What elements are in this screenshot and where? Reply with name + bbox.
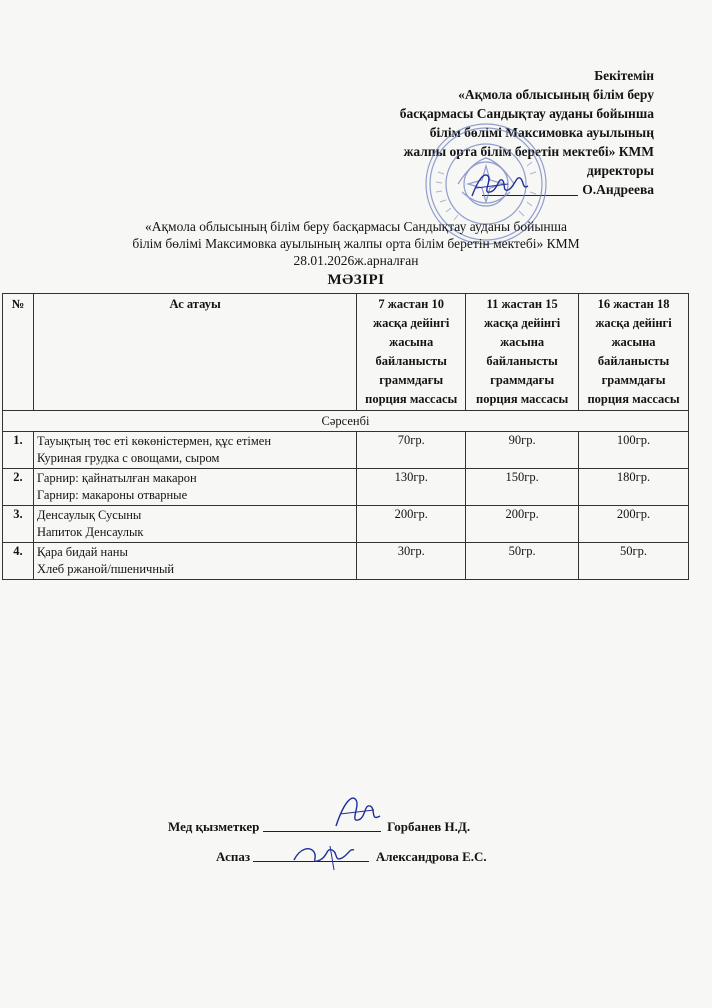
cook-name: Александрова Е.С. (375, 849, 487, 864)
dish-name-ru: Напиток Денсаулык (36, 525, 144, 539)
portion-11-15: 50гр. (466, 543, 579, 580)
approval-position: директоры (586, 163, 654, 178)
table-row (3, 506, 689, 543)
table-row (3, 432, 689, 469)
dish-name-kz: Тауықтың төс еті көкөністермен, құс етімен (36, 434, 272, 448)
dish-name (33, 506, 356, 543)
portion-7-10: 130гр. (357, 469, 466, 506)
portion-7-10: 70гр. (357, 432, 466, 469)
header-dish-name: Ас атауы (33, 294, 356, 411)
table-row (3, 469, 689, 506)
organization-header (0, 218, 712, 269)
approval-org-line: білім бөлімі Максимовка ауылының (429, 125, 654, 140)
dish-name (33, 469, 356, 506)
row-number: 2. (3, 469, 34, 506)
nurse-signature-icon (330, 792, 386, 832)
portion-16-18: 100гр. (579, 432, 689, 469)
table-header-row (3, 294, 689, 411)
nurse-name: Горбанев Н.Д. (387, 819, 471, 834)
row-number: 1. (3, 432, 34, 469)
portion-16-18: 50гр. (579, 543, 689, 580)
dish-name-ru: Куриная грудка с овощами, сыром (36, 451, 220, 465)
row-number: 4. (3, 543, 34, 580)
portion-11-15: 90гр. (466, 432, 579, 469)
header-number: № (3, 294, 34, 411)
menu-table (2, 293, 689, 580)
approval-org-line: жалпы орта білім беретін мектебі» КММ (403, 144, 654, 159)
nurse-label: Мед қызметкер (168, 819, 260, 834)
dish-name-ru: Хлеб ржаной/пшеничный (36, 562, 175, 576)
row-number: 3. (3, 506, 34, 543)
portion-11-15: 200гр. (466, 506, 579, 543)
director-name: О.Андреева (582, 182, 654, 197)
header-age-16-18: 16 жастан 18 жасқа дейінгі жасына байланысты граммдағы порция массасы (579, 294, 689, 411)
day-row (3, 411, 689, 432)
org-line: «Ақмола облысының білім беру басқармасы Сандықтау ауданы бойынша (144, 219, 568, 234)
approval-org-line: басқармасы Сандықтау ауданы бойынша (399, 106, 654, 121)
portion-11-15: 150гр. (466, 469, 579, 506)
day-name: Сәрсенбі (3, 411, 689, 432)
menu-title: МӘЗІРІ (327, 272, 385, 288)
menu-date: 28.01.2026ж.арналған (293, 253, 419, 268)
header-age-7-10: 7 жастан 10 жасқа дейінгі жасына байланысты граммдағы порция массасы (357, 294, 466, 411)
table-row (3, 543, 689, 580)
portion-7-10: 200гр. (357, 506, 466, 543)
nurse-signature-line (168, 819, 470, 835)
org-line: білім бөлімі Максимовка ауылының жалпы орта білім беретін мектебі» КММ (132, 236, 580, 251)
cook-signature-icon (290, 836, 360, 876)
portion-16-18: 180гр. (579, 469, 689, 506)
portion-7-10: 30гр. (357, 543, 466, 580)
dish-name-kz: Денсаулық Сусыны (36, 508, 142, 522)
director-signature-icon (468, 168, 532, 202)
dish-name (33, 432, 356, 469)
dish-name-kz: Қара бидай наны (36, 545, 128, 559)
cook-label: Аспаз (216, 849, 251, 864)
dish-name (33, 543, 356, 580)
approval-org-line: «Ақмола облысының білім беру (458, 87, 654, 102)
portion-16-18: 200гр. (579, 506, 689, 543)
header-age-11-15: 11 жастан 15 жасқа дейінгі жасына байланысты граммдағы порция массасы (466, 294, 579, 411)
approval-title: Бекітемін (594, 68, 654, 83)
dish-name-ru: Гарнир: макароны отварные (36, 488, 188, 502)
dish-name-kz: Гарнир: қайнатылған макарон (36, 471, 197, 485)
